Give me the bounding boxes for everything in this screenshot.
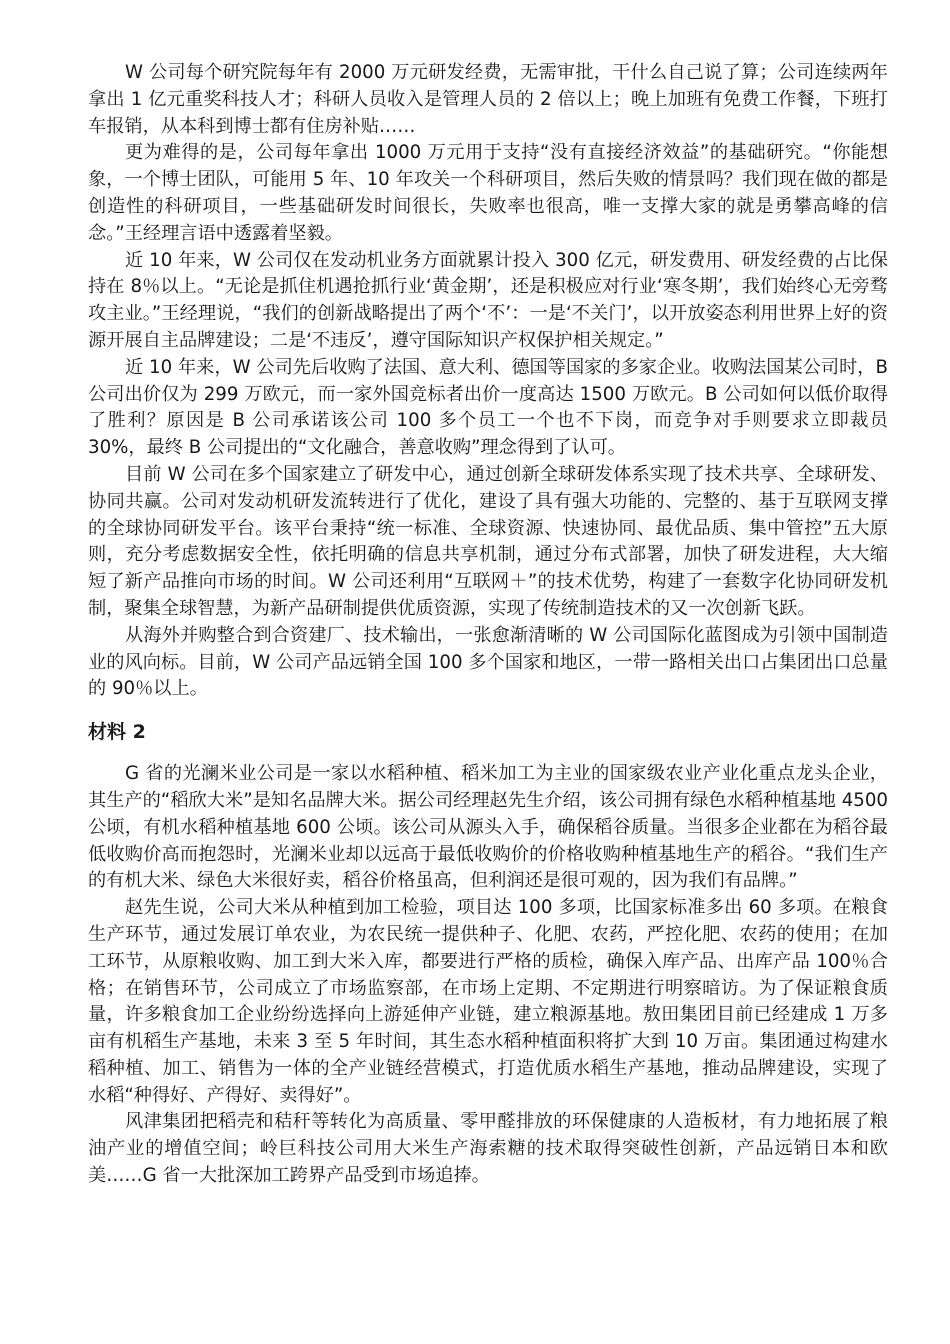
material-2-section xyxy=(88,719,888,1190)
paragraph: G 省的光澜米业公司是一家以水稻种植、稻米加工为主业的国家级农业产业化重点龙头企业，其生产的“稻欣大米”是知名品牌大米。据公司经理赵先生介绍，该公司拥有绿色水稻种植基地 4500 公顷，有机水稻种植基地 600 公顷。该公司从源头入手，确保稻谷质量。当很多企业都在为稻谷最低收购价高而抱怨时，光澜米业却以远高于最低收购价的价格收购种植基地生产的稻谷。“我们生产的有机大米、绿色大米很好卖，稻谷价格虽高，但利润还是很可观的，因为我们有品牌。” xyxy=(88,763,888,892)
paragraph: 目前 W 公司在多个国家建立了研发中心，通过创新全球研发体系实现了技术共享、全球研发、协同共赢。公司对发动机研发流转进行了优化，建设了具有强大功能的、完整的、基于互联网支撑的全球协同研发平台。该平台秉持“统一标准、全球资源、快速协同、最优品质、集中管控”五大原则，充分考虑数据安全性，依托明确的信息共享机制，通过分布式部署，加快了研发进程，大大缩短了新产品推向市场的时间。W 公司还利用“互联网＋”的技术优势，构建了一套数字化协同研发机制，聚集全球智慧，为新产品研制提供优质资源，实现了传统制造技术的又一次创新飞跃。 xyxy=(88,463,888,619)
paragraph: 风津集团把稻壳和秸秆等转化为高质量、零甲醛排放的环保健康的人造板材，有力地拓展了粮油产业的增值空间；岭巨科技公司用大米生产海索糖的技术取得突破性创新，产品远销日本和欧美……G 省一大批深加工跨界产品受到市场追捧。 xyxy=(88,1111,888,1187)
document-page xyxy=(88,60,888,1190)
paragraph: 近 10 年来，W 公司先后收购了法国、意大利、德国等国家的多家企业。收购法国某公司时，B 公司出价仅为 299 万欧元，而一家外国竞标者出价一度高达 1500 万欧元。B 公司如何以低价取得了胜利？原因是 B 公司承诺该公司 100 多个员工一个也不下岗，而竞争对手则要求立即裁员 30%，最终 B 公司提出的“文化融合，善意收购”理念得到了认可。 xyxy=(88,356,888,459)
paragraph: W 公司每个研究院每年有 2000 万元研发经费，无需审批，干什么自己说了算；公司连续两年拿出 1 亿元重奖科技人才；科研人员收入是管理人员的 2 倍以上；晚上加班有免费工作餐，下班打车报销，从本科到博士都有住房补贴…… xyxy=(88,62,888,137)
material-1-section xyxy=(88,60,888,703)
paragraph: 近 10 年来，W 公司仅在发动机业务方面就累计投入 300 亿元，研发费用、研发经费的占比保持在 8％以上。“无论是抓住机遇抢抓行业‘黄金期’，还是积极应对行业‘寒冬期’，我们始终心无旁骛攻主业。”王经理说，“我们的创新战略提出了两个‘不’：一是‘不关门’，以开放姿态利用世界上好的资源开展自主品牌建设；二是‘不违反’，遵守国际知识产权保护相关规定。” xyxy=(88,249,888,351)
paragraph: 赵先生说，公司大米从种植到加工检验，项目达 100 多项，比国家标准多出 60 多项。在粮食生产环节，通过发展订单农业，为农民统一提供种子、化肥、农药，严控化肥、农药的使用；在加工环节，从原粮收购、加工到大米入库，都要进行严格的质检，确保入库产品、出库产品 100％合格；在销售环节，公司成立了市场监察部，在市场上定期、不定期进行明察暗访。为了保证粮食质量，许多粮食加工企业纷纷选择向上游延伸产业链，建立粮源基地。敖田集团目前已经建成 1 万多亩有机稻生产基地，未来 3 至 5 年时间，其生态水稻种植面积将扩大到 10 万亩。集团通过构建水稻种植、加工、销售为一体的全产业链经营模式，打造优质水稻生产基地，推动品牌建设，实现了水稻“种得好、产得好、卖得好”。 xyxy=(88,897,888,1106)
section-heading: 材料 2 xyxy=(88,721,146,744)
paragraph: 从海外并购整合到合资建厂、技术输出，一张愈渐清晰的 W 公司国际化蓝图成为引领中国制造业的风向标。目前，W 公司产品远销全国 100 多个国家和地区，一带一路相关出口占集团出口总量的 90％以上。 xyxy=(88,624,888,700)
paragraph: 更为难得的是，公司每年拿出 1000 万元用于支持“没有直接经济效益”的基础研究。“你能想象，一个博士团队，可能用 5 年、10 年攻关一个科研项目，然后失败的情景吗？我们现在做的都是创造性的科研项目，一些基础研发时间很长，失败率也很高，唯一支撑大家的就是勇攀高峰的信念。”王经理言语中透露着坚毅。 xyxy=(88,142,888,244)
